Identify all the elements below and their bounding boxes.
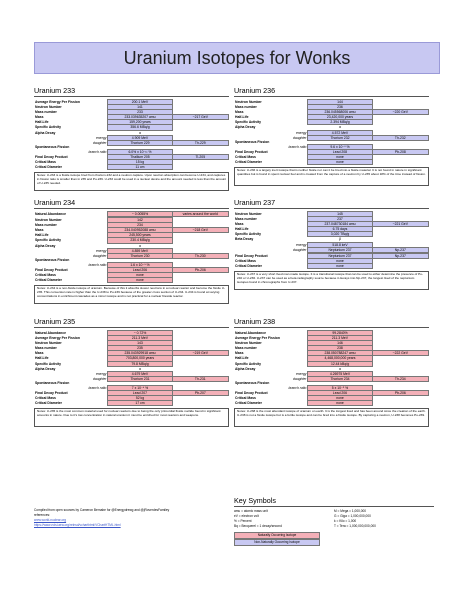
property-value: 200.1 MeV [108, 100, 172, 105]
property-label: energy [96, 135, 107, 140]
property-label: Critical Mass [235, 396, 256, 401]
property-label: Final Decay Product [35, 391, 68, 396]
page-title: Uranium Isotopes for Wonks [123, 47, 351, 68]
property-secondary-value: Th-230 [172, 253, 228, 258]
property-secondary-value: Np-237 [372, 253, 428, 258]
property-value: 145 [308, 212, 372, 217]
property-value: 4.26975 MeV [308, 371, 372, 376]
property-label: Mass [35, 115, 44, 120]
key-symbols [234, 496, 434, 546]
property-value: 2.394 MBq/g [308, 120, 372, 125]
property-label: Mass number [235, 105, 257, 110]
property-value: 234.040952088 amu [108, 228, 172, 233]
property-value: Thorium 231 [108, 376, 172, 381]
property-label: Specific Activity [35, 125, 62, 130]
property-label: daughter [293, 247, 307, 252]
isotope-properties-table [34, 330, 229, 406]
property-label: Specific Activity [235, 232, 262, 237]
property-value: 234 [108, 223, 172, 228]
property-value: 245,500 years [108, 233, 172, 238]
property-label: Mass number [35, 223, 57, 228]
property-secondary-value: Pb-207 [172, 391, 228, 396]
property-secondary-value [372, 263, 428, 268]
property-value: 4.859 MeV [108, 248, 172, 253]
property-secondary-value: ~220 GeV [372, 110, 428, 115]
property-label: Mass [235, 222, 244, 227]
property-value: none [308, 155, 372, 160]
property-label: Mass [235, 351, 244, 356]
legend-natural: Naturally Occurring Isotope [234, 532, 320, 539]
property-value: 79.8 MBq/g [108, 361, 172, 366]
property-label: branch ratio [88, 149, 107, 154]
property-secondary-value: Pb-206 [372, 391, 428, 396]
property-label: Critical Mass [35, 396, 56, 401]
property-label: Spontaneous Fission [35, 145, 70, 150]
property-row [34, 155, 229, 160]
property-value: none [308, 401, 372, 406]
key-grid [234, 509, 434, 529]
isotope-heading: Uranium 237 [234, 198, 429, 209]
property-label: Critical Diameter [35, 165, 62, 170]
property-label: Final Decay Product [35, 155, 68, 160]
isotope-properties-table [34, 99, 229, 170]
property-value: α [139, 130, 141, 135]
property-secondary-value: Th-231 [172, 376, 228, 381]
property-value: 52 kg [108, 396, 172, 401]
property-value: 703,800,000 years [108, 356, 172, 361]
property-value: α [139, 243, 141, 248]
property-row [34, 212, 229, 217]
property-label: Final Decay Product [235, 149, 268, 154]
property-value: 4.572 MeV [308, 130, 372, 135]
property-value: 4.679 MeV [108, 371, 172, 376]
property-label: Critical Diameter [235, 401, 262, 406]
legend-non-natural: Non-Naturally Occurring Isotope [234, 539, 320, 546]
property-secondary-value: ~218 GeV [172, 228, 228, 233]
property-label: Neutron Number [235, 212, 262, 216]
property-label: Alpha Decay [235, 366, 256, 371]
property-value: none [308, 396, 372, 401]
isotope-heading: Uranium 238 [234, 317, 429, 328]
color-legend [234, 532, 320, 546]
property-label: energy [296, 371, 307, 376]
property-value: 211.3 MeV [308, 336, 372, 341]
property-label: Neutron Number [35, 218, 62, 223]
property-label: Natural Abundance [235, 331, 266, 335]
isotope-panel [234, 317, 429, 427]
isotope-panel [34, 198, 229, 304]
property-label: Neutron Number [235, 100, 262, 104]
property-value: ~ 0.72% [108, 331, 172, 336]
property-label: Specific Activity [35, 238, 62, 243]
property-label: Mass number [235, 217, 257, 222]
property-label: Neutron Number [35, 105, 62, 110]
property-label: Critical Mass [235, 258, 256, 263]
property-value: 4,468,000,000 years [308, 356, 372, 361]
property-value: Thorium 230 [108, 253, 172, 258]
isotope-heading: Uranium 235 [34, 317, 229, 328]
property-row [234, 401, 429, 406]
key-item: T = Tera = 1,000,000,000,000 [334, 524, 376, 528]
property-label: Neutron Number [35, 341, 62, 346]
credits-references: references: [34, 513, 50, 517]
property-secondary-value [372, 401, 428, 406]
property-label: Half-Life [235, 356, 249, 361]
isotope-properties-table [34, 211, 229, 283]
property-label: Final Decay Product [235, 391, 268, 396]
property-label: Natural Abundance [35, 212, 66, 216]
property-secondary-value: Np-237 [372, 247, 428, 252]
property-label: Alpha Decay [35, 243, 56, 248]
property-label: Critical Diameter [35, 401, 62, 406]
property-value: Thorium 232 [308, 135, 372, 140]
property-label: Beta Decay [235, 237, 254, 242]
property-secondary-value [172, 165, 228, 170]
property-value: 237.048730184 amu [308, 222, 372, 227]
key-item: M = Mega = 1,000,000 [334, 509, 367, 513]
property-row [234, 263, 429, 268]
property-row [34, 278, 229, 283]
isotope-panel [34, 317, 229, 427]
property-label: Critical Mass [235, 155, 256, 160]
property-label: Specific Activity [35, 361, 62, 366]
isotope-properties-table [234, 99, 429, 165]
property-label: Mass [35, 351, 44, 356]
property-value: Lead 206 [108, 268, 172, 273]
property-label: Final Decay Product [235, 253, 268, 258]
property-secondary-value: ~219 GeV [172, 351, 228, 356]
property-value: 143 [108, 341, 172, 346]
property-value: none [308, 263, 372, 268]
property-value: 233 [108, 110, 172, 115]
property-row [34, 165, 229, 170]
property-label: Critical Mass [35, 273, 56, 278]
property-label: branch ratio [288, 144, 307, 149]
property-label: Specific Activity [235, 120, 262, 125]
isotope-notes: Notes: U-233 is a fissile isotope bred from thorium-232 and a neutron capture. Upon neutron absorption can become U-234, and captures in fission ratio is smaller than in 235 and Pu-239. U-233 could be used in a nuclear device and the amount needed is less than the amount of U-235 needed. [34, 172, 229, 191]
property-value: 236.045568006 amu [308, 110, 372, 115]
property-secondary-value [172, 401, 228, 406]
property-value: 211.3 MeV [108, 336, 172, 341]
property-value: 238.050788247 amu [308, 351, 372, 356]
property-value: Neptunium 237 [308, 247, 372, 252]
isotope-panel [234, 86, 429, 186]
property-value: 15 kg [108, 160, 172, 165]
key-item: Bq = Becquerel = 1 decay/second [234, 524, 282, 528]
property-value: 235 [108, 346, 172, 351]
property-label: Critical Diameter [35, 278, 62, 283]
isotope-properties-table [234, 211, 429, 269]
property-label: daughter [293, 135, 307, 140]
property-label: Mass number [35, 110, 57, 115]
property-value: α [139, 366, 141, 371]
property-secondary-value: ~222 GeV [372, 351, 428, 356]
reference-link-world-nuclear[interactable]: www.world-nuclear.org [34, 518, 67, 522]
property-label: Average Energy Per Fission [235, 336, 280, 341]
isotope-notes: Notes: U-237 is a very short lived man made isotope. It is a transitional isotope that can be used to either determine the presence of Pu-240 or U-236. U-237 can be used as a beta radiography source because it decays into Np-237, the longest lived of the neptunium isotopes found in chronographs from U-237. [234, 271, 429, 290]
property-label: branch ratio [288, 386, 307, 391]
property-secondary-value: Th-234 [372, 376, 428, 381]
isotope-heading: Uranium 234 [34, 198, 229, 209]
property-value: Neptunium 237 [308, 253, 372, 258]
property-label: energy [296, 242, 307, 247]
property-secondary-value: Tl-205 [172, 155, 228, 160]
property-label: Critical Diameter [235, 263, 262, 268]
property-value: 6.75 days [308, 227, 372, 232]
property-value: 9.6 x 10⁻⁸ % [308, 144, 372, 149]
property-label: daughter [293, 376, 307, 381]
property-secondary-value: Pb-208 [372, 149, 428, 154]
property-secondary-value: ~217 GeV [172, 115, 228, 120]
property-label: Half-Life [35, 233, 49, 238]
property-label: energy [96, 371, 107, 376]
property-value: 11 cm [108, 165, 172, 170]
isotope-notes: Notes: U-238 is the most abundant isotope of uranium on earth. It is the longest lived and has been around since the creation of the earth. U-238 is not a fissile isotope but is a fertile isotope and can be bred into a fissile isotope. By capturing a neutron, U-238 becomes Pu-239. [234, 408, 429, 427]
property-value: 235.043929918 amu [108, 351, 172, 356]
property-value: 356.6 MBq/g [108, 125, 172, 130]
property-label: Average Energy Per Fission [35, 100, 80, 104]
isotope-notes: Notes: U-234 is a non-fissile isotope of uranium. Because of this it absorbs slower neutrons in a nuclear reactor and become the fissile U-235. This conversion rate is higher than the U-238 to Pu-239 because of the greater cross section of U-234. U-234 is found at varying concentrations in enrichment cascades as a minor isotope and is not practical for a nuclear fireside reactor. [34, 285, 229, 304]
property-label: daughter [93, 140, 107, 145]
credits-line: Compiled from open sources by Cameron Bernabe for @Energydrewg and @jRoverdesFamiley [34, 508, 170, 512]
property-label: Spontaneous Fission [35, 258, 70, 263]
property-label: Half-Life [35, 356, 49, 361]
property-label: daughter [93, 376, 107, 381]
property-value: 238 [308, 346, 372, 351]
property-value: 237 [308, 217, 372, 222]
property-label: Average Energy Per Fission [35, 336, 80, 341]
property-value: Thorium 229 [108, 140, 172, 145]
property-value: 146 [308, 341, 372, 346]
key-item: eV = electron volt [234, 514, 259, 518]
property-secondary-value [372, 160, 428, 165]
property-value: 141 [108, 105, 172, 110]
property-value: 230.4 MBq/g [108, 238, 172, 243]
property-label: Alpha Decay [235, 125, 256, 130]
title-banner [34, 42, 440, 74]
isotope-properties-table [234, 330, 429, 406]
property-value: none [108, 278, 172, 283]
property-value: α [339, 125, 341, 130]
property-value: 4.909 MeV [108, 135, 172, 140]
isotope-panel [34, 86, 229, 191]
property-label: Alpha Decay [35, 130, 56, 135]
property-secondary-value: Th-232 [372, 135, 428, 140]
isotope-heading: Uranium 233 [34, 86, 229, 97]
property-value: 144 [308, 100, 372, 105]
property-label: Half-Life [35, 120, 49, 125]
property-label: branch ratio [88, 386, 107, 391]
property-value: Lead 206 [308, 391, 372, 396]
property-label: Half-Life [235, 227, 249, 232]
property-label: Mass [35, 228, 44, 233]
key-heading: Key Symbols [234, 496, 434, 507]
key-item: % = Percent [234, 519, 252, 523]
property-label: Specific Activity [235, 361, 262, 366]
property-label: energy [96, 248, 107, 253]
isotope-heading: Uranium 236 [234, 86, 429, 97]
property-value: 236 [308, 105, 372, 110]
property-label: Mass number [235, 346, 257, 351]
property-value: none [308, 160, 372, 165]
property-value: 7 x 10⁻⁹ % [108, 386, 172, 391]
property-label: Neutron Number [235, 341, 262, 346]
isotope-notes: Notes: U-236 is a largely inert isotope that is neither fissile nor can it be bred into a fissile material. It is not found in nature in significant quantities but is found in spent nuclear fuel and is created from the capture of a neutron by U-235 about 18% of the time instead of fission. [234, 167, 429, 186]
property-row [234, 253, 429, 258]
property-value: 3,020 TBq/g [308, 232, 372, 237]
property-secondary-value [172, 278, 228, 283]
property-secondary-value: Pb-206 [172, 268, 228, 273]
property-value: 142 [108, 218, 172, 223]
property-label: Spontaneous Fission [235, 381, 270, 386]
property-value: Lead 208 [308, 149, 372, 154]
property-value: β [339, 237, 341, 242]
property-value: 6.0% x 10⁻¹¹ % [108, 149, 172, 154]
property-label: energy [296, 130, 307, 135]
property-value: Thallium 205 [108, 155, 172, 160]
credits [34, 508, 224, 528]
property-row [34, 401, 229, 406]
property-secondary-value: Th-229 [172, 140, 228, 145]
isotope-notes: Notes: U-235 is the most common material used for nuclear reactors due to being the only primordial fissile nuclide found in significant amounts in nature. Due to it's low concentration in natural uranium it must be enriched for most reactors and weapons. [34, 408, 229, 427]
property-label: daughter [93, 253, 107, 258]
property-value: α [339, 366, 341, 371]
property-secondary-value: ~221 GeV [372, 222, 428, 227]
property-value: Thorium 234 [308, 376, 372, 381]
property-value: ~ 0.0055% [108, 212, 172, 217]
property-value: 17 cm [108, 401, 172, 406]
property-value: none [308, 258, 372, 263]
key-item: k = Kilo = 1,000 [334, 519, 357, 523]
property-label: Half-Life [235, 115, 249, 120]
property-value: 233.039635207 amu [108, 115, 172, 120]
property-label: Spontaneous Fission [235, 140, 270, 145]
property-label: Alpha Decay [35, 366, 56, 371]
property-value: 23,420,000 years [308, 115, 372, 120]
key-item: G = Giga = 1,000,000,000 [334, 514, 371, 518]
property-value: 12.44 kBq/g [308, 361, 372, 366]
property-label: Spontaneous Fission [35, 381, 70, 386]
reference-link-iaea[interactable]: https://www-nds.iaea.org/relnsd/vcharthtml/VChartHTML.html [34, 523, 121, 527]
property-label: Mass [235, 110, 244, 115]
property-label: Natural Abundance [35, 331, 66, 335]
property-value: none [108, 273, 172, 278]
property-value: 518.8 keV [308, 242, 372, 247]
property-value: Lead 207 [108, 391, 172, 396]
property-value: 99.2840% [308, 331, 372, 336]
property-label: Critical Mass [35, 160, 56, 165]
property-label: Critical Diameter [235, 160, 262, 165]
property-value: 5 x 10⁻⁵ % [308, 386, 372, 391]
isotope-panel [234, 198, 429, 290]
key-item: amu = atomic mass unit [234, 509, 268, 513]
property-value: 1.6 x 10⁻⁹ % [108, 262, 172, 267]
property-row [234, 160, 429, 165]
property-secondary-value: varies around the world [172, 212, 228, 217]
property-label: Final Decay Product [35, 268, 68, 273]
property-label: branch ratio [88, 262, 107, 267]
property-label: Mass number [35, 346, 57, 351]
property-value: 159,200 years [108, 120, 172, 125]
